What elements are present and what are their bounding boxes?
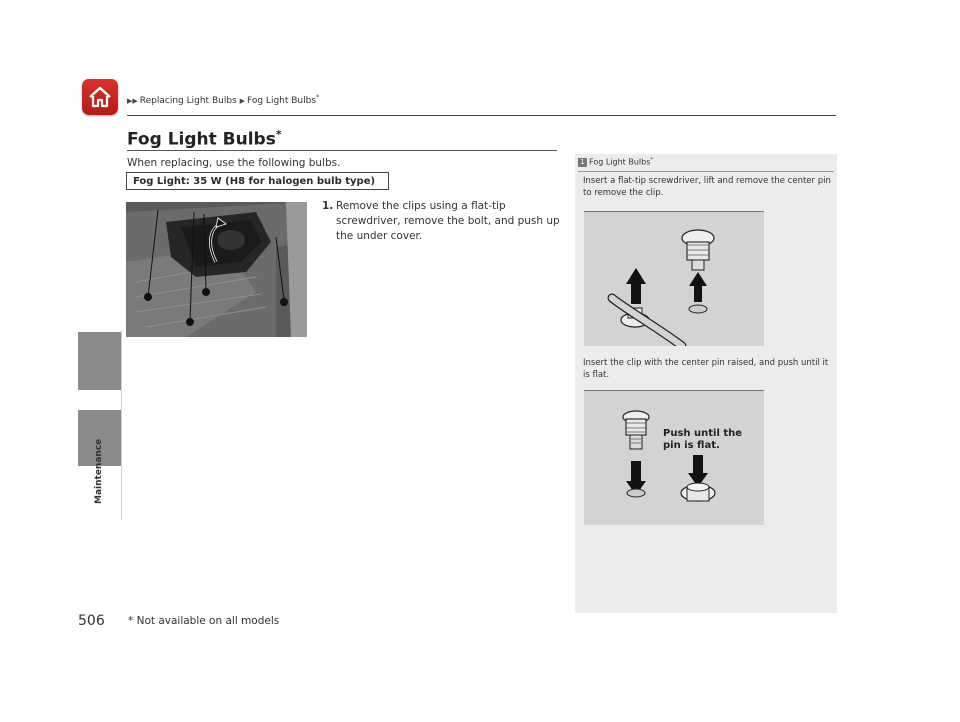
sidebar-tab-upper <box>78 332 121 390</box>
home-icon <box>86 83 114 111</box>
header-divider <box>127 115 836 116</box>
clip-install-illustration <box>584 390 764 525</box>
breadcrumb-star: * <box>316 94 320 101</box>
home-button[interactable] <box>82 79 118 115</box>
breadcrumb-arrow-icon: ▶▶ <box>127 97 138 105</box>
clip-removal-illustration <box>584 211 764 346</box>
note-paragraph-remove: Insert a flat-tip screwdriver, lift and remove the center pin to remove the clip. <box>583 176 831 198</box>
note-paragraph-install: Insert the clip with the center pin raised, and push until it is flat. <box>583 358 829 380</box>
footnote: * Not available on all models <box>128 615 280 627</box>
under-cover-photo <box>126 202 307 337</box>
step-number: 1. <box>322 200 334 212</box>
page-number: 506 <box>78 613 105 629</box>
title-divider <box>127 150 557 151</box>
breadcrumb-item-replacing-light-bulbs[interactable]: Replacing Light Bulbs <box>139 96 237 106</box>
push-flat-label: Push until the pin is flat. <box>663 428 743 451</box>
breadcrumb <box>127 94 319 106</box>
intro-text: When replacing, use the following bulbs. <box>127 157 341 169</box>
breadcrumb-item-fog-light-bulbs[interactable]: Fog Light Bulbs <box>247 96 317 106</box>
sidebar-section-label: Maintenance <box>94 438 104 504</box>
bulb-spec-box: Fog Light: 35 W (H8 for halogen bulb type) <box>126 172 389 190</box>
note-divider <box>578 171 834 172</box>
breadcrumb-arrow-icon: ▶ <box>239 97 245 105</box>
step-1 <box>322 199 562 244</box>
note-marker-icon: 1 <box>578 158 587 167</box>
step-text: Remove the clips using a flat-tip screwdriver, remove the bolt, and push up the under cover. <box>336 200 560 242</box>
page-title: Fog Light Bulbs* <box>127 128 282 150</box>
note-heading-label: Fog Light Bulbs <box>589 157 651 167</box>
sidebar-divider <box>121 330 122 520</box>
